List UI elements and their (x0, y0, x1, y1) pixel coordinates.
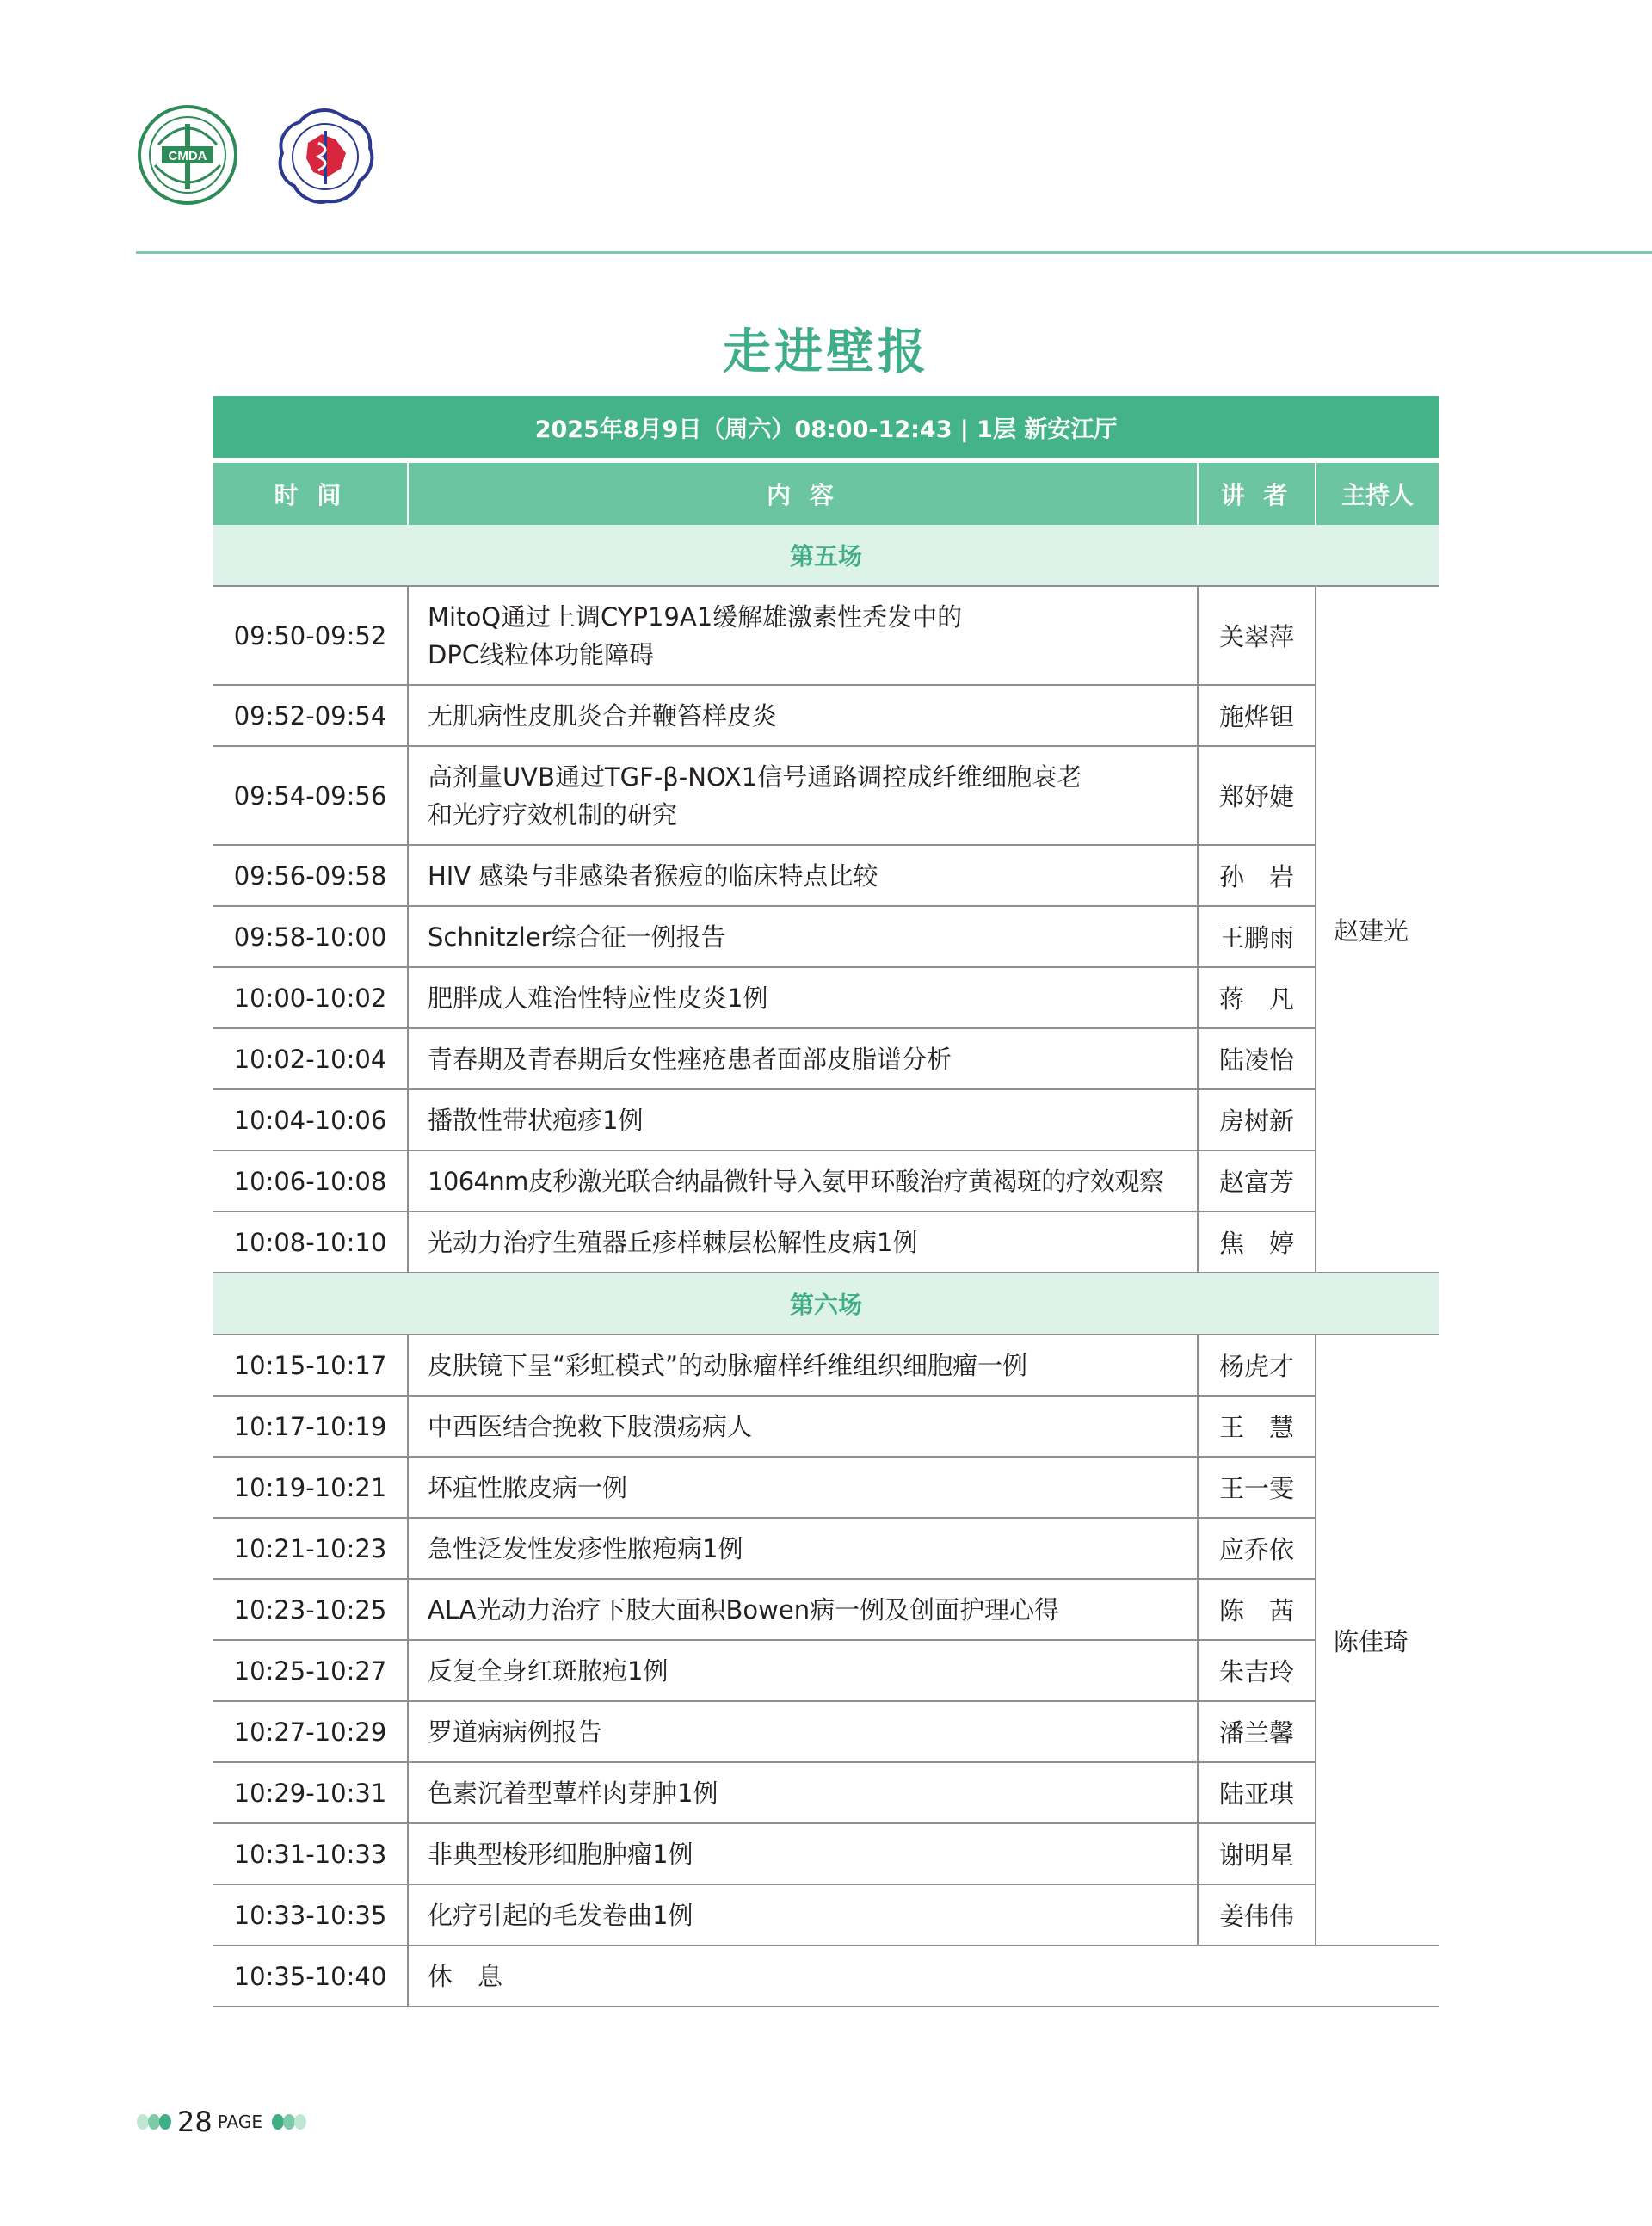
table-row (213, 845, 1439, 906)
table-row (213, 1150, 1439, 1212)
date-venue-banner: 2025年8月9日（周六）08:00-12:43 | 1层 新安江厅 (213, 396, 1439, 460)
row-time: 09:56-09:58 (213, 845, 408, 906)
row-content (408, 586, 1198, 685)
row-speaker: 郑妤婕 (1198, 746, 1316, 845)
row-speaker: 孙 岩 (1198, 845, 1316, 906)
row-speaker: 施烨钽 (1198, 685, 1316, 746)
row-speaker: 朱吉玲 (1198, 1640, 1316, 1701)
row-time: 10:08-10:10 (213, 1212, 408, 1273)
session-title: 第五场 (213, 525, 1439, 586)
row-content-line: 和光疗疗效机制的研究 (428, 799, 678, 829)
row-time: 09:52-09:54 (213, 685, 408, 746)
session-title: 第六场 (213, 1273, 1439, 1335)
table-row (213, 1701, 1439, 1762)
row-content: HIV 感染与非感染者猴痘的临床特点比较 (408, 845, 1198, 906)
date-venue-banner-row (213, 396, 1439, 460)
row-speaker: 杨虎才 (1198, 1335, 1316, 1396)
table-row (213, 1457, 1439, 1518)
session-row (213, 1273, 1439, 1335)
row-content: 光动力治疗生殖器丘疹样棘层松解性皮病1例 (408, 1212, 1198, 1273)
agenda-table (213, 396, 1439, 2007)
row-speaker: 姜伟伟 (1198, 1884, 1316, 1945)
row-content-line: 高剂量UVB通过TGF-β-NOX1信号通路调控成纤维细胞衰老 (428, 762, 1082, 792)
row-speaker: 王 慧 (1198, 1396, 1316, 1457)
header-speaker: 讲 者 (1198, 460, 1316, 525)
zhejiang-medical-association-logo (280, 110, 373, 202)
row-time: 10:17-10:19 (213, 1396, 408, 1457)
table-row (213, 906, 1439, 967)
row-content: 急性泛发性发疹性脓疱病1例 (408, 1518, 1198, 1579)
row-content: Schnitzler综合征一例报告 (408, 906, 1198, 967)
row-speaker: 陆凌怡 (1198, 1028, 1316, 1089)
row-content: 罗道病病例报告 (408, 1701, 1198, 1762)
row-content: 化疗引起的毛发卷曲1例 (408, 1884, 1198, 1945)
row-speaker: 赵富芳 (1198, 1150, 1316, 1212)
header-time: 时 间 (213, 460, 408, 525)
row-time: 10:31-10:33 (213, 1823, 408, 1884)
break-time: 10:35-10:40 (213, 1945, 408, 2007)
row-speaker: 潘兰馨 (1198, 1701, 1316, 1762)
row-content: ALA光动力治疗下肢大面积Bowen病一例及创面护理心得 (408, 1579, 1198, 1640)
cmda-logo-text: CMDA (168, 149, 207, 163)
page-number: 28 (177, 2106, 213, 2138)
leaf-dots-icon (136, 2113, 172, 2130)
row-content: 青春期及青春期后女性痤疮患者面部皮脂谱分析 (408, 1028, 1198, 1089)
row-content: 播散性带状疱疹1例 (408, 1089, 1198, 1150)
table-row (213, 1640, 1439, 1701)
table-row (213, 1884, 1439, 1945)
row-time: 10:23-10:25 (213, 1579, 408, 1640)
table-row (213, 1089, 1439, 1150)
row-time: 10:33-10:35 (213, 1884, 408, 1945)
leaf-dots-icon (271, 2113, 307, 2130)
row-time: 10:29-10:31 (213, 1762, 408, 1823)
row-time: 10:04-10:06 (213, 1089, 408, 1150)
session-host: 陈佳琦 (1316, 1335, 1439, 1945)
row-time: 10:02-10:04 (213, 1028, 408, 1089)
row-time: 10:27-10:29 (213, 1701, 408, 1762)
cmda-emblem-logo (139, 107, 236, 203)
table-row (213, 1762, 1439, 1823)
header-logos (136, 105, 394, 217)
page-footer (136, 2105, 307, 2139)
table-row (213, 586, 1439, 685)
table-row (213, 746, 1439, 845)
row-speaker: 关翠萍 (1198, 586, 1316, 685)
row-speaker: 房树新 (1198, 1089, 1316, 1150)
row-content: 反复全身红斑脓疱1例 (408, 1640, 1198, 1701)
row-time: 10:19-10:21 (213, 1457, 408, 1518)
row-speaker: 王一雯 (1198, 1457, 1316, 1518)
row-time: 09:50-09:52 (213, 586, 408, 685)
row-speaker: 应乔依 (1198, 1518, 1316, 1579)
table-row (213, 1028, 1439, 1089)
page-label: PAGE (217, 2112, 262, 2132)
row-content-line: MitoQ通过上调CYP19A1缓解雄激素性秃发中的 (428, 601, 963, 632)
row-content: 中西医结合挽救下肢溃疡病人 (408, 1396, 1198, 1457)
row-content: 肥胖成人难治性特应性皮炎1例 (408, 967, 1198, 1028)
row-speaker: 谢明星 (1198, 1823, 1316, 1884)
row-content: 无肌病性皮肌炎合并鞭笞样皮炎 (408, 685, 1198, 746)
session-row (213, 525, 1439, 586)
row-content: 皮肤镜下呈“彩虹模式”的动脉瘤样纤维组织细胞瘤一例 (408, 1335, 1198, 1396)
row-speaker: 王鹏雨 (1198, 906, 1316, 967)
header-host: 主持人 (1316, 460, 1439, 525)
row-content: 1064nm皮秒激光联合纳晶微针导入氨甲环酸治疗黄褐斑的疗效观察 (408, 1150, 1198, 1212)
header-divider (136, 251, 1652, 254)
session-host: 赵建光 (1316, 586, 1439, 1273)
row-time: 09:54-09:56 (213, 746, 408, 845)
row-content: 色素沉着型蕈样肉芽肿1例 (408, 1762, 1198, 1823)
row-time: 10:21-10:23 (213, 1518, 408, 1579)
row-speaker: 陈 茜 (1198, 1579, 1316, 1640)
row-time: 10:25-10:27 (213, 1640, 408, 1701)
table-row (213, 685, 1439, 746)
page-title: 走进壁报 (723, 324, 929, 380)
row-speaker: 蒋 凡 (1198, 967, 1316, 1028)
row-content: 坏疽性脓皮病一例 (408, 1457, 1198, 1518)
row-time: 10:00-10:02 (213, 967, 408, 1028)
table-row (213, 1212, 1439, 1273)
break-row (213, 1945, 1439, 2007)
row-content: 非典型梭形细胞肿瘤1例 (408, 1823, 1198, 1884)
table-row (213, 1579, 1439, 1640)
header-content: 内 容 (408, 460, 1198, 525)
table-header-row (213, 460, 1439, 525)
table-row (213, 1396, 1439, 1457)
table-row (213, 1518, 1439, 1579)
break-content: 休 息 (408, 1945, 1439, 2007)
row-time: 09:58-10:00 (213, 906, 408, 967)
row-content (408, 746, 1198, 845)
table-row (213, 1823, 1439, 1884)
table-row (213, 1335, 1439, 1396)
row-speaker: 陆亚琪 (1198, 1762, 1316, 1823)
row-time: 10:15-10:17 (213, 1335, 408, 1396)
row-content-line: DPC线粒体功能障碍 (428, 639, 655, 669)
row-time: 10:06-10:08 (213, 1150, 408, 1212)
table-row (213, 967, 1439, 1028)
row-speaker: 焦 婷 (1198, 1212, 1316, 1273)
